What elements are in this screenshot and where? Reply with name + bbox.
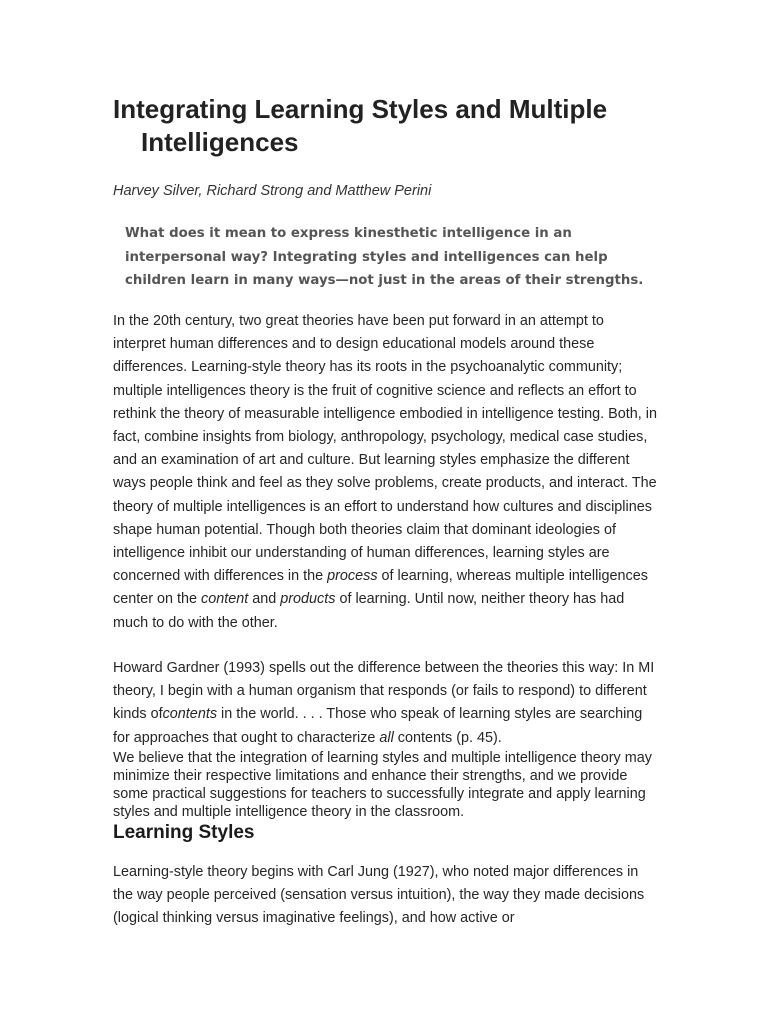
para2-emphasis-contents: contents	[162, 706, 218, 723]
para1-emphasis-products: products	[280, 591, 336, 608]
article-lede: What does it mean to express kinesthetic intelligence in an interpersonal way? Integrating styles and intelligences can help children learn in many ways—not just in the areas of their strengths.	[125, 226, 644, 288]
article-authors: Harvey Silver, Richard Strong and Matthew Perini	[113, 183, 432, 199]
article-title: Integrating Learning Styles and Multiple Intelligences	[113, 94, 608, 157]
body-paragraph-4: Learning-style theory begins with Carl Jung (1927), who noted major differences in the way people perceived (sensation versus intuition), the way they made decisions (logical thinking versus imaginative feelings), and how active or	[113, 864, 645, 927]
para1-text-d: of learning. Until now, neither theory has had much to do with the other.	[113, 591, 625, 631]
para1-emphasis-process: process	[327, 568, 378, 585]
body-paragraph-3: We believe that the integration of learning styles and multiple intelligence theory may minimize their respective limitations and enhance their strengths, and we provide some practical suggestions for teachers to successfully integrate and apply learning styles and multiple intelligence theory in the classroom.	[113, 750, 652, 820]
para2-text-b: in the world. . . . Those who speak of learning styles are searching for approaches that ought to characterize	[113, 706, 643, 746]
para1-text-c: and	[248, 591, 281, 608]
body-paragraph-1	[113, 310, 658, 635]
para1-emphasis-content: content	[201, 591, 249, 608]
body-paragraph-2	[113, 657, 658, 750]
para2-text-c: contents (p. 45).	[393, 729, 502, 746]
para2-text-a: Howard Gardner (1993) spells out the difference between the theories this way: In MI theory, I begin with a human organism that responds (or fails to respond) to different kinds of	[113, 660, 655, 723]
para2-emphasis-all: all	[379, 729, 394, 746]
para1-text-a: In the 20th century, two great theories have been put forward in an attempt to interpret human differences and to design educational models around these differences. Learning-style theory has its roots in the psychoanalytic community; multiple intelligences theory is the fruit of cognitive science and reflects an effort to rethink the theory of measurable intelligence embodied in intelligence testing. Both, in fact, combine insights from biology, anthropology, psychology, medical case studies, and an examination of art and culture. But learning styles emphasize the different ways people think and feel as they solve problems, create products, and interact. The theory of multiple intelligences is an effort to understand how cultures and disciplines shape human potential. Though both theories claim that dominant ideologies of intelligence inhibit our understanding of human differences, learning styles are concerned with differences in the	[113, 313, 657, 585]
para1-text-b: of learning, whereas multiple intelligences center on the	[113, 568, 648, 608]
section-heading-learning-styles: Learning Styles	[113, 822, 255, 843]
